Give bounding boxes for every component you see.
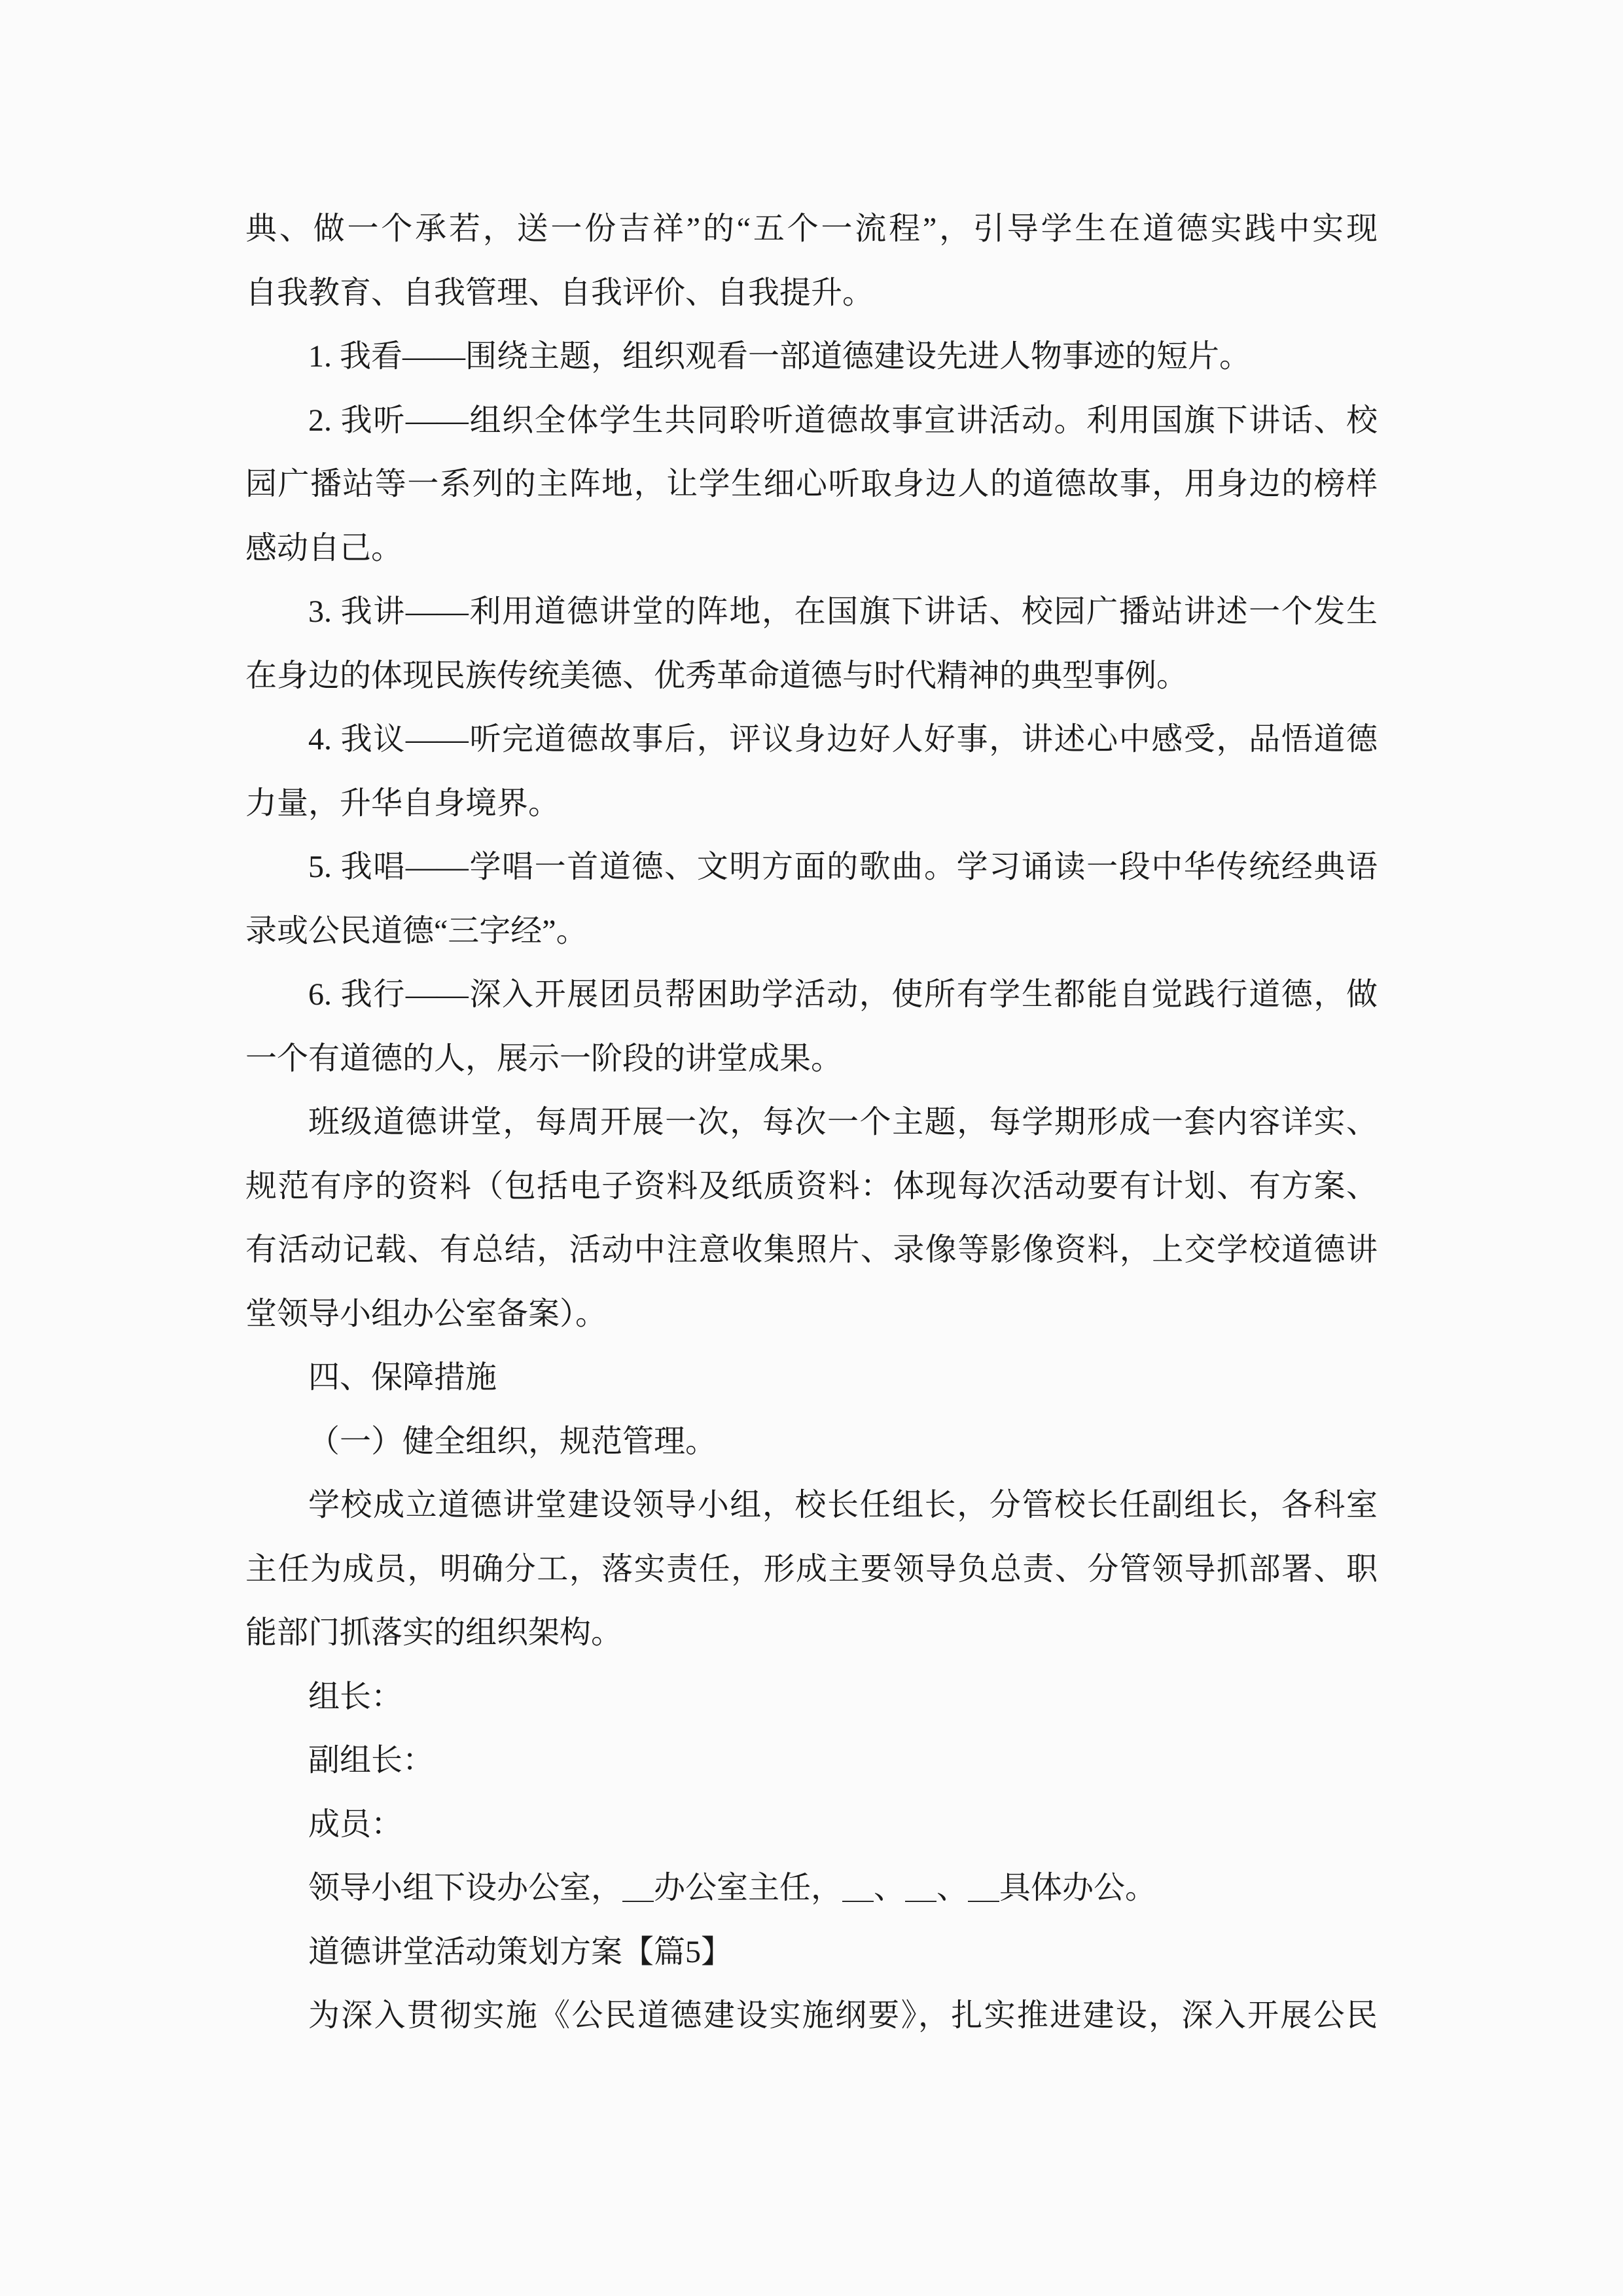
text-line: 规范有序的资料（包括电子资料及纸质资料：体现每次活动要有计划、有方案、 [245,1168,1378,1204]
text-line: 6. 我行——深入开展团员帮困助学活动，使所有学生都能自觉践行道德，做 [308,977,1378,1012]
document-body [245,197,1378,2048]
text-line: 3. 我讲——利用道德讲堂的阵地，在国旗下讲话、校园广播站讲述一个发生 [308,594,1378,629]
text-line: 堂领导小组办公室备案）。 [245,1296,607,1331]
text-line: 在身边的体现民族传统美德、优秀革命道德与时代精神的典型事例。 [245,658,1188,693]
text-line: 1. 我看——围绕主题，组织观看一部道德建设先进人物事迹的短片。 [308,339,1251,374]
text-line: 5. 我唱——学唱一首道德、文明方面的歌曲。学习诵读一段中华传统经典语 [308,850,1378,884]
text-line: 领导小组下设办公室，＿办公室主任，＿、＿、＿具体办公。 [308,1871,1157,1905]
text-line: 录或公民道德“三字经”。 [245,913,588,948]
text-line: 典、做一个承若，送一份吉祥”的“五个一流程”，引导学生在道德实践中实现 [245,211,1378,246]
text-line: 成员： [308,1806,403,1842]
text-line: 能部门抓落实的组织架构。 [245,1615,623,1650]
text-line: 班级道德讲堂，每周开展一次，每次一个主题，每学期形成一套内容详实、 [308,1105,1378,1139]
text-line: 4. 我议——听完道德故事后，评议身边好人好事，讲述心中感受，品悟道德 [308,722,1378,757]
text-line: （一）健全组织，规范管理。 [308,1424,717,1459]
text-line: 副组长： [308,1743,435,1778]
text-line: 主任为成员，明确分工，落实责任，形成主要领导负总责、分管领导抓部署、职 [245,1551,1378,1587]
text-line: 学校成立道德讲堂建设领导小组，校长任组长，分管校长任副组长，各科室 [308,1488,1378,1522]
text-line: 一个有道德的人，展示一阶段的讲堂成果。 [245,1041,843,1076]
text-line: 自我教育、自我管理、自我评价、自我提升。 [245,275,874,310]
text-line: 道德讲堂活动策划方案【篇5】 [308,1934,733,1969]
text-line: 园广播站等一系列的主阵地，让学生细心听取身边人的道德故事，用身边的榜样 [245,467,1378,501]
text-line: 四、保障措施 [308,1360,497,1395]
text-line: 2. 我听——组织全体学生共同聆听道德故事宣讲活动。利用国旗下讲话、校 [308,403,1378,438]
text-line: 组长： [308,1679,403,1714]
text-line: 有活动记载、有总结，活动中注意收集照片、录像等影像资料，上交学校道德讲 [245,1232,1378,1267]
text-line: 感动自己。 [245,530,403,565]
text-line: 力量，升华自身境界。 [245,785,560,821]
text-line: 为深入贯彻实施《公民道德建设实施纲要》，扎实推进建设，深入开展公民 [308,1998,1378,2033]
